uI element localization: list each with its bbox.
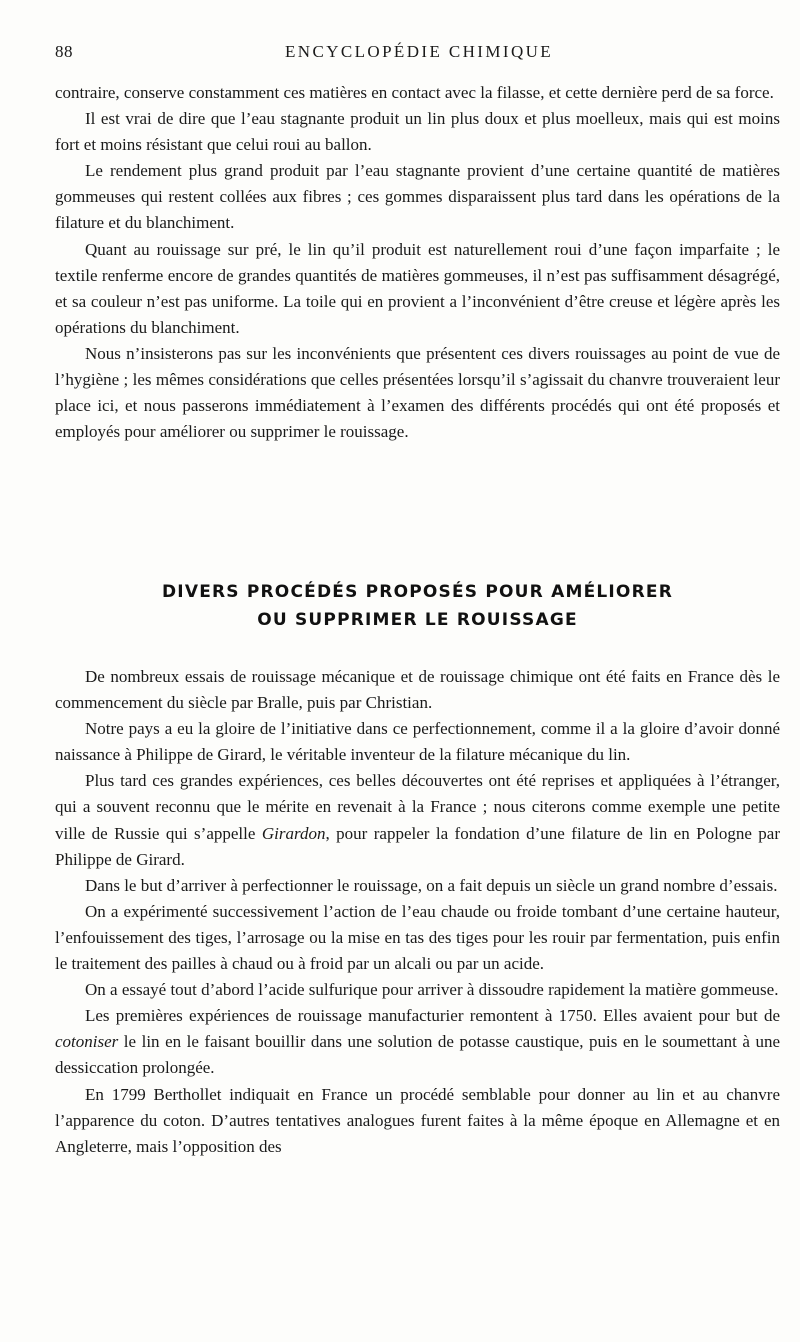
page-number: 88: [55, 42, 73, 61]
paragraph: De nombreux essais de rouissage mécanique et de rouissage chimique ont été faits en France dès le commencement du siècle par Bralle, puis par Christian.: [55, 667, 780, 713]
paragraph: Dans le but d’arriver à perfectionner le rouissage, on a fait depuis un siècle un grand nombre d’essais.: [85, 875, 778, 895]
section-heading-line: OU SUPPRIMER LE ROUISSAGE: [257, 610, 578, 630]
paragraph: En 1799 Berthollet indiquait en France un procédé semblable pour donner au lin et au chanvre l’apparence du coton. D’autres tentatives analogues furent faites à la même époque en Allemagne et en Angleterre, mais l’opposition des: [55, 1084, 780, 1156]
body-text-bottom: [55, 664, 780, 1160]
paragraph: On a expérimenté successivement l’action de l’eau chaude ou froide tombant d’une certaine hauteur, l’enfouissement des tiges, l’arrosage ou la mise en tas des tiges pour les rouir par fermentation, puis enfin le traitement des pailles à chaud ou à froid par un alcali ou par un acide.: [55, 901, 780, 974]
paragraph: [55, 768, 780, 872]
paragraph-text: Plus tard ces grandes expériences, ces belles découvertes ont été reprises et appliquées à l’étranger, qui a souvent reconnu que le mérite en revenait à la France ; nous citerons comme exemple une petite ville de Russie qui s’appelle: [55, 771, 780, 843]
paragraph-text: Les premières expériences de rouissage manufacturier remontent à 1750. Elles avaient pour but de: [85, 1006, 780, 1026]
body-text-top: [55, 80, 780, 445]
section-heading: [55, 578, 780, 634]
paragraph: Notre pays a eu la gloire de l’initiative dans ce perfectionnement, comme il a la gloire d’avoir donné naissance à Philippe de Girard, le véritable inventeur de la filature mécanique du lin.: [55, 719, 780, 765]
paragraph-text: , pour rappeler la fondation d’une filature de lin en Pologne par Philippe de Girard.: [55, 823, 780, 869]
section-heading-line: DIVERS PROCÉDÉS PROPOSÉS POUR AMÉLIORER: [162, 582, 673, 602]
paragraph: Quant au rouissage sur pré, le lin qu’il produit est naturellement roui d’une façon imparfaite ; le textile renferme encore de grandes quantités de matières gommeuses, il n’est pas suffisamment désagrégé, et sa couleur n’est pas uniforme. La toile qui en provient a l’inconvénient d’être creuse et légère après les opérations du blanchiment.: [55, 239, 780, 337]
paragraph: Nous n’insisterons pas sur les inconvénients que présentent ces divers rouissages au point de vue de l’hygiène ; les mêmes considérations que celles présentées lorsqu’il s’agissait du chanvre trouveraient leur place ici, et nous passerons immédiatement à l’examen des différents procédés qui ont été proposés et employés pour améliorer ou supprimer le rouissage.: [55, 343, 780, 442]
paragraph: Le rendement plus grand produit par l’eau stagnante provient d’une certaine quantité de matières gommeuses qui restent collées aux fibres ; ces gommes disparaissent plus tard dans les opérations de la filature et du blanchiment.: [55, 161, 780, 233]
italic-term: cotoniser: [55, 1032, 119, 1052]
paragraph: On a essayé tout d’abord l’acide sulfurique pour arriver à dissoudre rapidement la matière gommeuse.: [85, 980, 779, 1000]
page-header: [55, 42, 780, 66]
italic-place-name: Girardon: [261, 823, 326, 843]
paragraph: [55, 1003, 780, 1081]
running-title: ENCYCLOPÉDIE CHIMIQUE: [285, 42, 554, 61]
paragraph-text: le lin en le faisant bouillir dans une solution de potasse caustique, puis en le soumettant à une dessiccation prolongée.: [55, 1032, 780, 1078]
paragraph: contraire, conserve constamment ces matières en contact avec la filasse, et cette dernière perd de sa force.: [55, 83, 774, 102]
paragraph: Il est vrai de dire que l’eau stagnante produit un lin plus doux et plus moelleux, mais qui est moins fort et moins résistant que celui roui au ballon.: [55, 109, 780, 155]
